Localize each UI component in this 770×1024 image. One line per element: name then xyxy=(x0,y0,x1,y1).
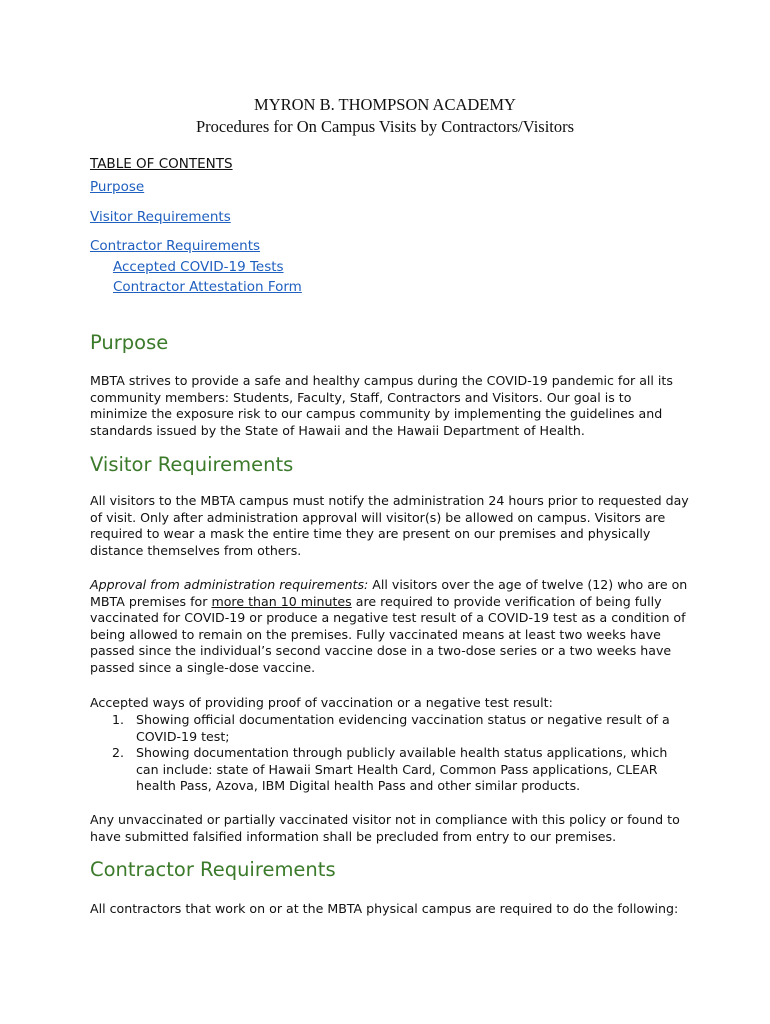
list-item xyxy=(90,712,690,745)
approval-text-b: are required to provide verification of being fully vaccinated for COVID-19 or produce a negative test result of a COVID-19 test as a condition of being allowed to remain on the premises. Fully vaccinated means at least two weeks have passed since the individual’s second vaccine dose in a two-dose series or a two weeks have passed since a single-dose vaccine. xyxy=(90,593,686,675)
document-title: Procedures for On Campus Visits by Contractors/Visitors xyxy=(195,117,575,136)
toc-link-purpose[interactable]: Purpose xyxy=(90,179,145,195)
toc-title: TABLE OF CONTENTS xyxy=(90,156,233,172)
list-number: 1. xyxy=(112,712,125,727)
toc-link-contractor-requirements[interactable]: Contractor Requirements xyxy=(90,238,261,254)
proof-list xyxy=(90,712,690,795)
visitor-paragraph-2 xyxy=(90,577,690,677)
approval-label: Approval from administration requirements: xyxy=(90,577,369,592)
visitor-paragraph-4: Any unvaccinated or partially vaccinated visitor not in compliance with this policy or found to have submitted falsified information shall be precluded from entry to our premises. xyxy=(90,812,680,844)
list-number: 2. xyxy=(112,745,125,761)
school-name: MYRON B. THOMPSON ACADEMY xyxy=(254,95,516,114)
list-text: Showing documentation through publicly available health status applications, which can include: state of Hawaii Smart Health Card, Common Pass applications, CLEAR health Pass, Azova, IBM Digital health Pass and other similar products. xyxy=(136,745,668,794)
purpose-paragraph: MBTA strives to provide a safe and healthy campus during the COVID-19 pandemic for all its community members: Students, Faculty, Staff, Contractors and Visitors. Our goal is to minimize the exposure risk to our campus community by implementing the guidelines and standards issued by the State of Hawaii and the Hawaii Department of Health. xyxy=(90,373,673,438)
list-text: Showing official documentation evidencing vaccination status or negative result of a COVID-19 test; xyxy=(136,712,670,744)
document-header xyxy=(0,94,770,138)
toc-link-attestation-form[interactable]: Contractor Attestation Form xyxy=(113,279,302,295)
visitor-paragraph-3: Accepted ways of providing proof of vaccination or a negative test result: xyxy=(90,695,553,710)
heading-purpose: Purpose xyxy=(90,331,169,354)
heading-contractor-requirements: Contractor Requirements xyxy=(90,858,336,881)
contractor-paragraph: All contractors that work on or at the MBTA physical campus are required to do the following: xyxy=(90,901,679,916)
visitor-paragraph-1: All visitors to the MBTA campus must notify the administration 24 hours prior to requested day of visit. Only after administration approval will visitor(s) be allowed on campus. Visitors are required to wear a mask the entire time they are present on our premises and physically distance themselves from others. xyxy=(90,493,689,558)
approval-text-a: All visitors over the age of twelve (12) who are on MBTA premises for xyxy=(90,577,688,609)
heading-visitor-requirements: Visitor Requirements xyxy=(90,453,294,476)
toc-link-accepted-tests[interactable]: Accepted COVID-19 Tests xyxy=(113,259,284,275)
approval-underlined: more than 10 minutes xyxy=(211,593,352,609)
list-item xyxy=(90,745,690,795)
toc-link-visitor-requirements[interactable]: Visitor Requirements xyxy=(90,209,231,225)
